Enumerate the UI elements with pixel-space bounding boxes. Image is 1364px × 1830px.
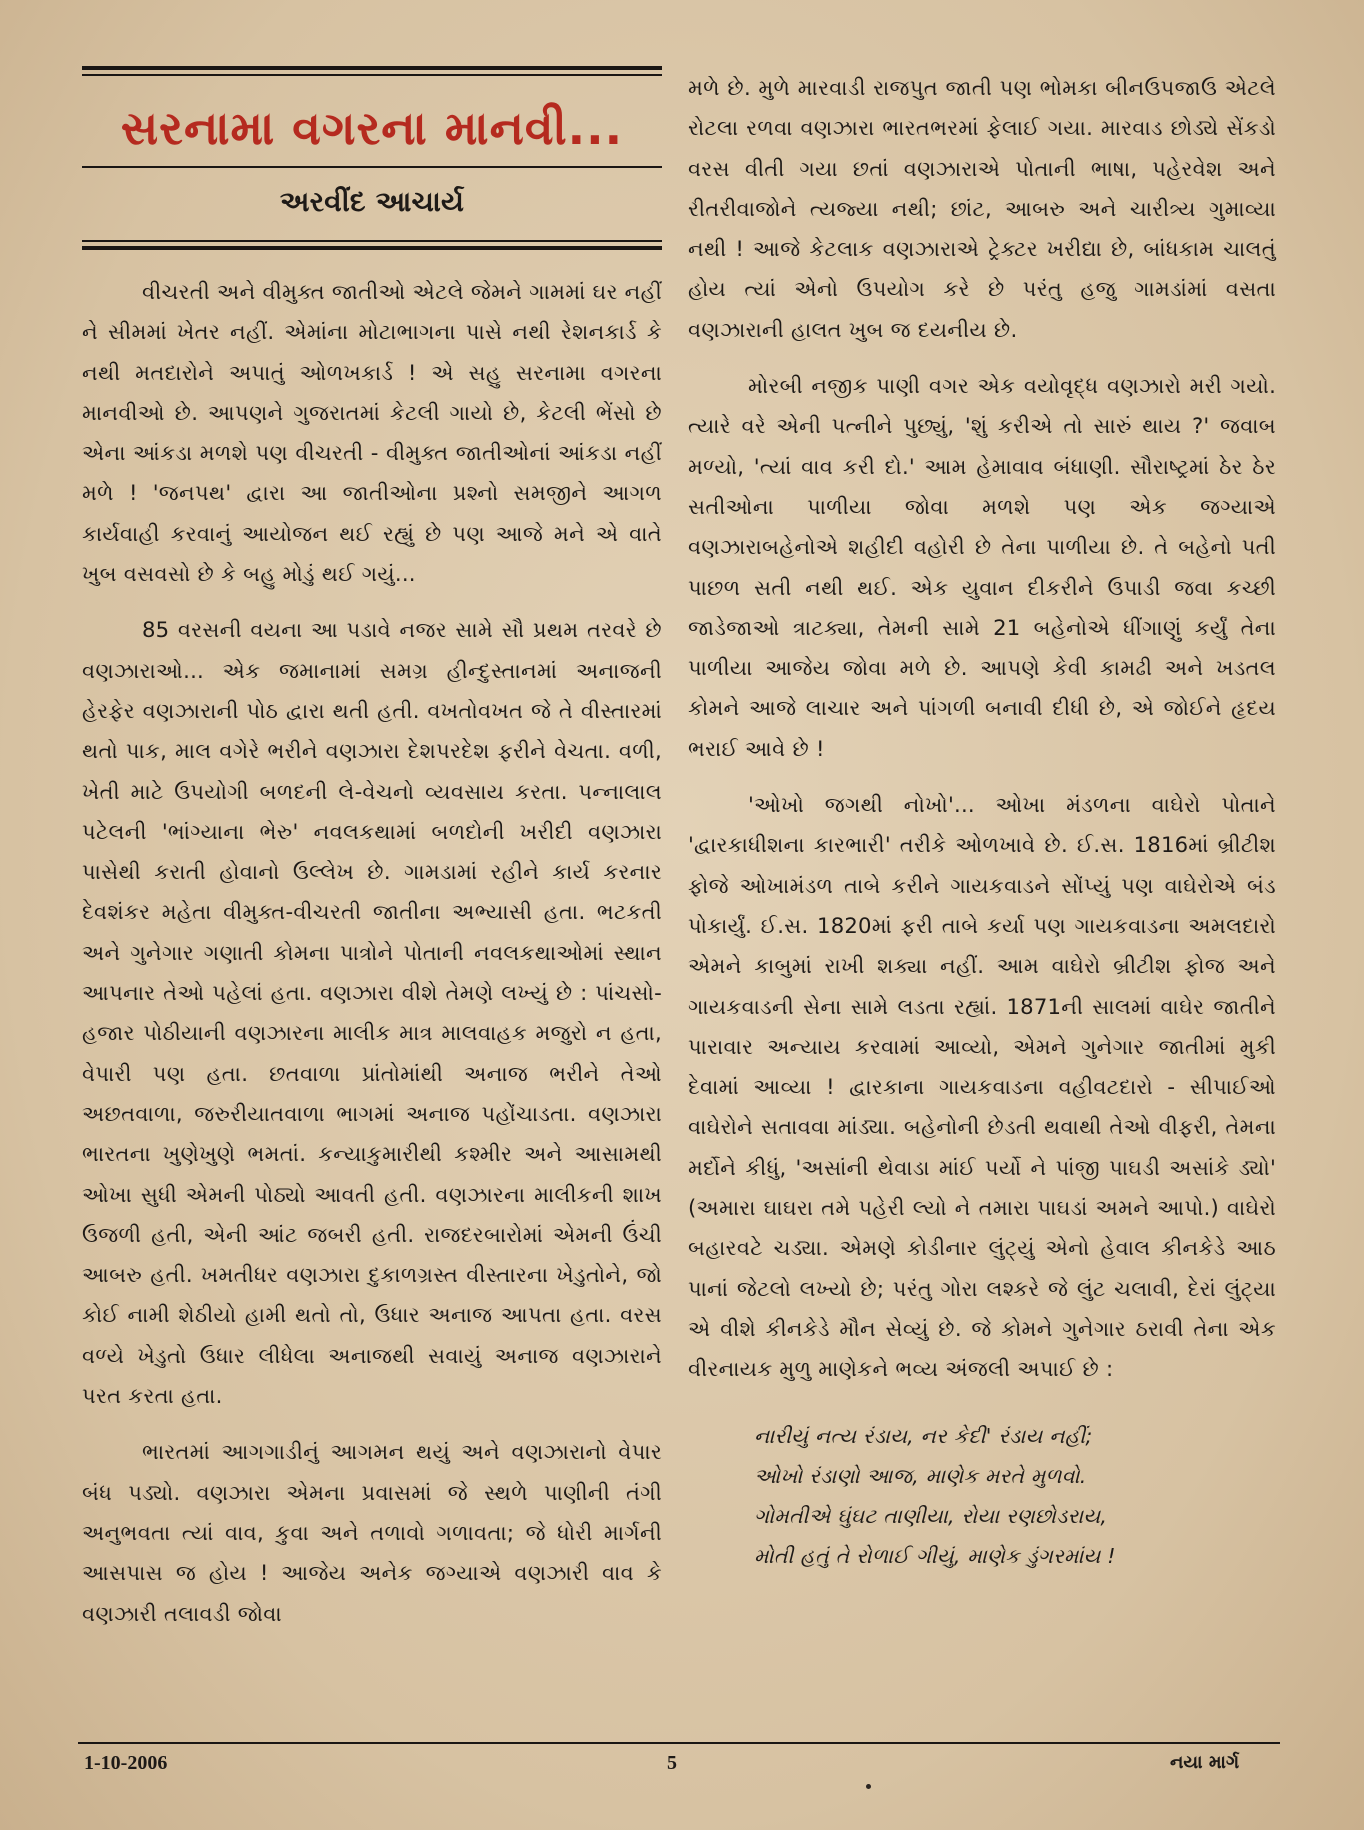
- footer-date: 1-10-2006: [84, 1752, 168, 1774]
- article-author: અરવીંદ આચાર્ય: [279, 185, 465, 218]
- article-header: [82, 66, 662, 250]
- paragraph: ભારતમાં આગગાડીનું આગમન થયું અને વણઝારાનો વેપાર બંધ પડ્યો. વણઝારા એમના પ્રવાસમાં જે સ્થળે પાણીની તંગી અનુભવતા ત્યાં વાવ, કુવા અને તળાવો ગળાવતા; જે ધોરી માર્ગની આસપાસ જ હોય ! આજેય અનેક જગ્યાએ વણઝારી વાવ કે વણઝારી તલાવડી જોવા: [82, 1439, 662, 1626]
- header-rule-bottom: [82, 240, 662, 250]
- footer-magazine-name: નયા માર્ગ: [1170, 1752, 1240, 1773]
- right-column: [688, 68, 1276, 1576]
- footer-rule: [78, 1742, 1280, 1744]
- poem-verse: [754, 1416, 1276, 1576]
- header-rule-top-thin: [82, 74, 662, 76]
- header-rule-top-thick: [82, 66, 662, 70]
- poem-line: નારીયું નત્ય રંડાય, નર કેદી' રંડાય નહીં;: [754, 1423, 1093, 1448]
- footer-page-number: 5: [667, 1752, 677, 1774]
- header-rule-bottom-thick: [82, 246, 662, 250]
- article-title: સરનામા વગરના માનવી...: [120, 101, 624, 155]
- header-rule-bottom-thin: [82, 240, 662, 242]
- paragraph: 85 વરસની વયના આ પડાવે નજર સામે સૌ પ્રથમ તરવરે છે વણઝારાઓ... એક જમાનામાં સમગ્ર હીન્દુસ્તાનમાં અનાજની હેરફેર વણઝારાની પોઠ દ્વારા થતી હતી. વખતોવખત જે તે વીસ્તારમાં થતો પાક, માલ વગેરે ભરીને વણઝારા દેશપરદેશ ફરીને વેચતા. વળી, ખેતી માટે ઉપયોગી બળદની લે-વેચનો વ્યવસાય કરતા. પન્નાલાલ પટેલની 'ભાંગ્યાના ભેરુ' નવલકથામાં બળદોની ખરીદી વણઝારા પાસેથી કરાતી હોવાનો ઉલ્લેખ છે. ગામડામાં રહીને કાર્ય કરનાર દેવશંકર મહેતા વીમુક્ત-વીચરતી જાતીના અભ્યાસી હતા. ભટકતી અને ગુનેગાર ગણાતી કોમના પાત્રોને પોતાની નવલકથાઓમાં સ્થાન આપનાર તેઓ પહેલાં હતા. વણઝારા વીશે તેમણે લખ્યું છે : પાંચસો-હજાર પોઠીયાની વણઝારના માલીક માત્ર માલવાહક મજુરો ન હતા, વેપારી પણ હતા. છતવાળા પ્રાંતોમાંથી અનાજ ભરીને તેઓ અછતવાળા, જરુરીયાતવાળા ભાગમાં અનાજ પહોંચાડતા. વણઝારા ભારતના ખુણેખુણે ભમતાં. કન્યાકુમારીથી કશ્મીર અને આસામથી ઓખા સુધી એમની પોઠ્યો આવતી હતી. વણઝારના માલીકની શાખ ઉજળી હતી, એની આંટ જબરી હતી. રાજદરબારોમાં એમની ઉંચી આબરુ હતી. ખમતીધર વણઝારા દુકાળગ્રસ્ત વીસ્તારના ખેડુતોને, જો કોઈ નામી શેઠીયો હામી થતો તો, ઉધાર અનાજ આપતા હતા. વરસ વળ્યે ખેડુતો ઉધાર લીધેલા અનાજથી સવાયું અનાજ વણઝારાને પરત કરતા હતા.: [82, 617, 662, 1409]
- paragraph: વીચરતી અને વીમુક્ત જાતીઓ એટલે જેમને ગામમાં ઘર નહીં ને સીમમાં ખેતર નહીં. એમાંના મોટાભાગના પાસે નથી રેશનકાર્ડ કે નથી મતદારોને અપાતું ઓળખકાર્ડ ! એ સહુ સરનામા વગરના માનવીઓ છે. આપણને ગુજરાતમાં કેટલી ગાયો છે, કેટલી ભેંસો છે એના આંકડા મળશે પણ વીચરતી - વીમુક્ત જાતીઓનાં આંકડા નહીં મળે ! 'જનપથ' દ્વારા આ જાતીઓના પ્રશ્નો સમજીને આગળ કાર્યવાહી કરવાનું આયોજન થઈ રહ્યું છે પણ આજે મને એ વાતે ખુબ વસવસો છે કે બહુ મોડું થઈ ગયું...: [82, 279, 662, 587]
- poem-line: ગોમતીએ ઘુંઘટ તાણીયા, રોયા રણછોડરાય,: [754, 1503, 1108, 1528]
- poem-line: ઓખો રંડાણો આજ, માણેક મરતે મુળવો.: [754, 1463, 1087, 1488]
- paragraph: મોરબી નજીક પાણી વગર એક વયોવૃદ્ધ વણઝારો મરી ગયો. ત્યારે વરે એની પત્નીને પુછ્યું, 'શું કરીએ તો સારું થાય ?' જવાબ મળ્યો, 'ત્યાં વાવ કરી દો.' આમ હેમાવાવ બંધાણી. સૌરાષ્ટ્રમાં ઠેર ઠેર સતીઓના પાળીયા જોવા મળશે પણ એક જગ્યાએ વણઝારાબહેનોએ શહીદી વહોરી છે તેના પાળીયા છે. તે બહેનો પતી પાછળ સતી નથી થઈ. એક યુવાન દીકરીને ઉપાડી જવા કચ્છી જાડેજાઓ ત્રાટક્યા, તેમની સામે 21 બહેનોએ ધીંગાણું કર્યું તેના પાળીયા આજેય જોવા મળે છે. આપણે કેવી કામઢી અને ખડતલ કોમને આજે લાચાર અને પાંગળી બનાવી દીધી છે, એ જોઈને હૃદય ભરાઈ આવે છે !: [688, 373, 1276, 761]
- title-rule: [82, 166, 662, 168]
- poem-line: મોતી હતું તે રોળાઈ ગીયું, માણેક ડુંગરમાંય !: [754, 1543, 1116, 1568]
- print-speck: [866, 1784, 871, 1789]
- left-column: [82, 66, 662, 1634]
- paragraph: 'ઓખો જગથી નોખો'... ઓખા મંડળના વાઘેરો પોતાને 'દ્વારકાધીશના કારભારી' તરીકે ઓળખાવે છે. ઈ.સ. 1816માં બ્રીટીશ ફોજે ઓખામંડળ તાબે કરીને ગાયકવાડને સોંપ્યું પણ વાઘેરોએ બંડ પોકાર્યું. ઈ.સ. 1820માં ફરી તાબે કર્યા પણ ગાયકવાડના અમલદારો એમને કાબુમાં રાખી શક્યા નહીં. આમ વાઘેરો બ્રીટીશ ફોજ અને ગાયકવાડની સેના સામે લડતા રહ્યાં. 1871ની સાલમાં વાઘેર જાતીને પારાવાર અન્યાય કરવામાં આવ્યો, એમને ગુનેગાર જાતીમાં મુકી દેવામાં આવ્યા ! દ્વારકાના ગાયકવાડના વહીવટદારો - સીપાઈઓ વાઘેરોને સતાવવા માંડ્યા. બહેનોની છેડતી થવાથી તેઓ વીફરી, તેમના મર્દોને કીધું, 'અસાંની થેવાડા માંઈ પર્યો ને પાંજી પાઘડી અસાંકે ડ્યો' (અમારા ઘાઘરા તમે પહેરી લ્યો ને તમારા પાઘડાં અમને આપો.) વાઘેરો બહારવટે ચડ્યા. એમણે કોડીનાર લુંટ્યું એનો હેવાલ કીનકેડે આઠ પાનાં જેટલો લખ્યો છે; પરંતુ ગોરા લશ્કરે જે લુંટ ચલાવી, દેરાં લુંટ્યા એ વીશે કીનકેડે મૌન સેવ્યું છે. જે કોમને ગુનેગાર ઠરાવી તેના એક વીરનાયક મુળુ માણેકને ભવ્ય અંજલી અપાઈ છે :: [688, 792, 1276, 1382]
- paragraph: મળે છે. મુળે મારવાડી રાજપુત જાતી પણ ભોમકા બીનઉપજાઉ એટલે રોટલા રળવા વણઝારા ભારતભરમાં ફેલાઈ ગયા. મારવાડ છોડ્યે સેંકડો વરસ વીતી ગયા છતાં વણઝારાએ પોતાની ભાષા, પહેરવેશ અને રીતરીવાજોને ત્યજ્યા નથી; છાંટ, આબરુ અને ચારીત્ર્ય ગુમાવ્યા નથી ! આજે કેટલાક વણઝારાએ ટ્રેક્ટર ખરીદ્યા છે, બાંધકામ ચાલતું હોય ત્યાં એનો ઉપયોગ કરે છે પરંતુ હજુ ગામડાંમાં વસતા વણઝારાની હાલત ખુબ જ દયનીય છે.: [688, 75, 1276, 342]
